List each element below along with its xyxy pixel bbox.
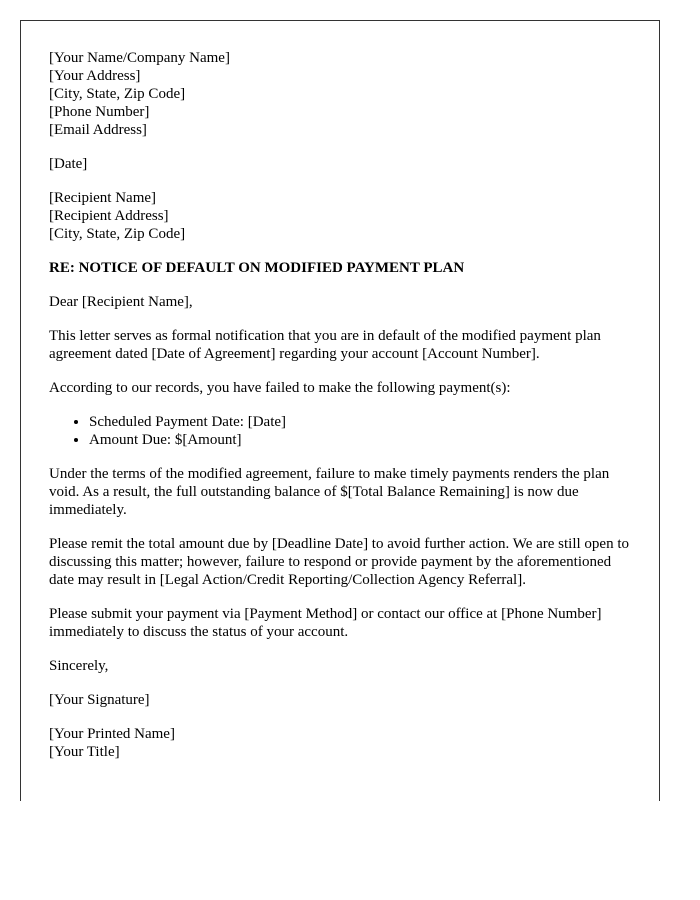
salutation: Dear [Recipient Name], bbox=[49, 294, 193, 310]
letter-content bbox=[49, 49, 639, 777]
sender-address: [Your Address] bbox=[49, 68, 141, 84]
signer-block bbox=[49, 725, 639, 761]
closing: Sincerely, bbox=[49, 658, 109, 674]
list-item: • Amount Due: $[Amount] bbox=[89, 431, 639, 449]
paragraph-intro: This letter serves as formal notification that you are in default of the modified payment plan agreement dated [Date of Agreement] regarding your account [Account Number]. bbox=[49, 328, 601, 362]
sender-block bbox=[49, 49, 639, 139]
subject-line: RE: NOTICE OF DEFAULT ON MODIFIED PAYMENT PLAN bbox=[49, 260, 465, 276]
sender-city-state-zip: [City, State, Zip Code] bbox=[49, 86, 186, 102]
recipient-block bbox=[49, 189, 639, 243]
recipient-name: [Recipient Name] bbox=[49, 190, 157, 206]
missed-payments-list bbox=[49, 413, 639, 449]
paragraph-records: According to our records, you have failed to make the following payment(s): bbox=[49, 380, 511, 396]
list-item: • Scheduled Payment Date: [Date] bbox=[89, 413, 639, 431]
sender-name: [Your Name/Company Name] bbox=[49, 50, 230, 66]
date-block bbox=[49, 155, 639, 173]
recipient-city-state-zip: [City, State, Zip Code] bbox=[49, 226, 186, 242]
letter-page bbox=[20, 20, 660, 801]
signature: [Your Signature] bbox=[49, 692, 150, 708]
letter-date: [Date] bbox=[49, 156, 88, 172]
sender-email: [Email Address] bbox=[49, 122, 147, 138]
recipient-address: [Recipient Address] bbox=[49, 208, 169, 224]
signer-title: [Your Title] bbox=[49, 744, 120, 760]
paragraph-submit: Please submit your payment via [Payment Method] or contact our office at [Phone Number] immediately to discuss the status of your account. bbox=[49, 606, 602, 640]
sender-phone: [Phone Number] bbox=[49, 104, 150, 120]
paragraph-terms: Under the terms of the modified agreement, failure to make timely payments renders the plan void. As a result, the full outstanding balance of $[Total Balance Remaining] is now due immediately. bbox=[49, 466, 610, 518]
printed-name: [Your Printed Name] bbox=[49, 726, 175, 742]
paragraph-remit: Please remit the total amount due by [Deadline Date] to avoid further action. We are still open to discussing this matter; however, failure to respond or provide payment by the aforementioned date may result in [Legal Action/Credit Reporting/Collection Agency Referral]. bbox=[49, 536, 629, 588]
